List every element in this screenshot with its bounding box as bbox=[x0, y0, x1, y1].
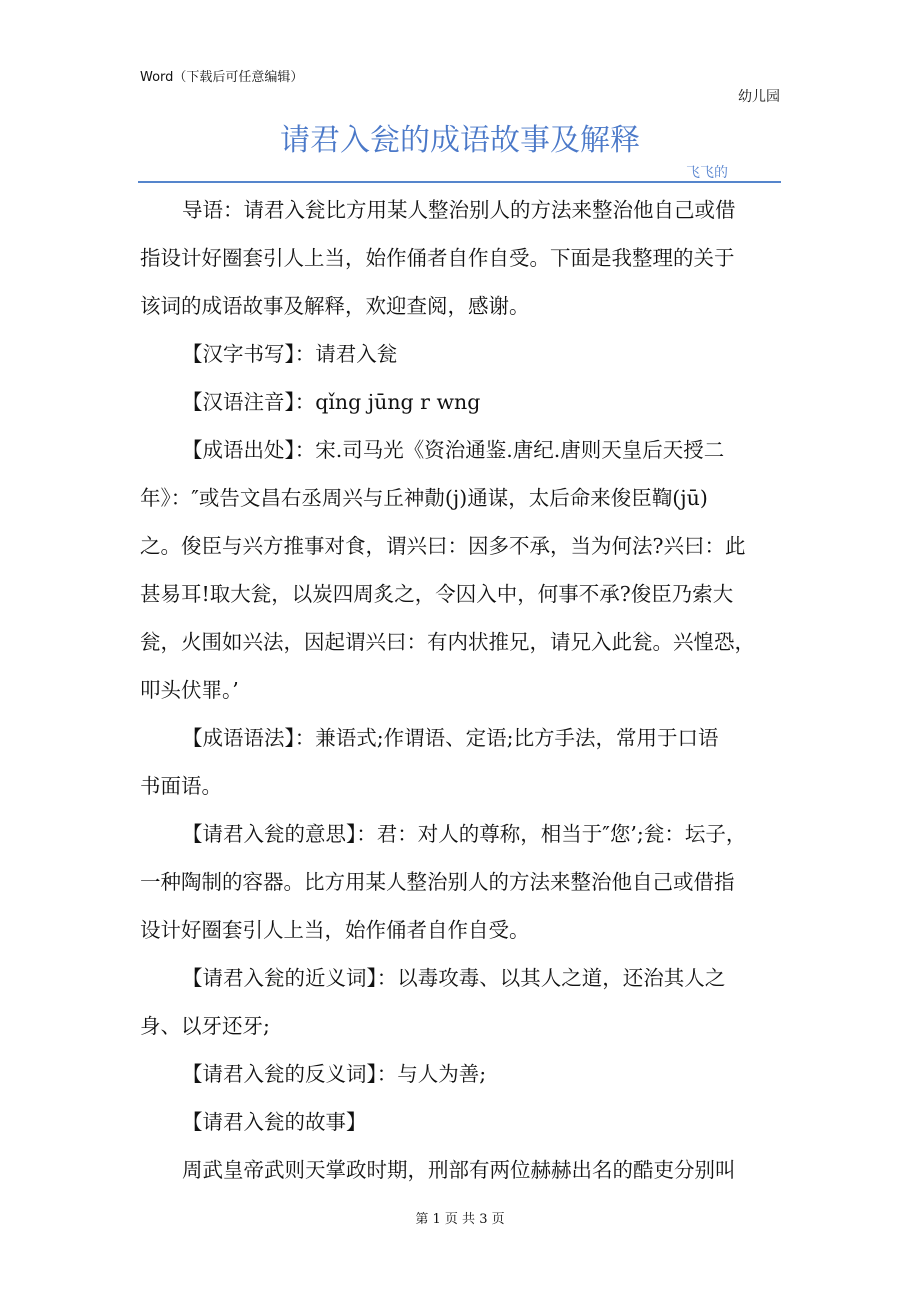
text-line: 该词的成语故事及解释，欢迎查阅，感谢。 bbox=[140, 294, 530, 318]
text-line: 【请君入瓮的意思】：君：对人的尊称，相当于″您’;瓮：坛子， bbox=[182, 822, 747, 846]
text-line: 书面语。 bbox=[140, 774, 222, 798]
paragraph bbox=[140, 427, 800, 715]
paragraph bbox=[140, 1051, 800, 1099]
page-footer: 第 1 页 共 3 页 bbox=[415, 1212, 505, 1227]
text-line: 指设计好圈套引人上当，始作俑者自作自受。下面是我整理的关于 bbox=[140, 246, 735, 270]
text-line: 瓮，火围如兴法，因起谓兴曰：有内状推兄，请兄入此瓮。兴惶恐， bbox=[140, 630, 755, 654]
text-line: 之。俊臣与兴方推事对食，谓兴曰：因多不承，当为何法?兴曰：此 bbox=[140, 534, 746, 558]
text-line: 【请君入瓮的故事】 bbox=[182, 1110, 367, 1134]
text-line: 年》：″或告文昌右丞周兴与丘神勣(j)通谋，太后命来俊臣鞫(jū) bbox=[140, 486, 708, 510]
text-line: 甚易耳!取大瓮，以炭四周炙之，令囚入中，何事不承?俊臣乃索大 bbox=[140, 582, 734, 606]
paragraph bbox=[140, 331, 800, 379]
text-line: 【成语语法】：兼语式;作谓语、定语;比方手法，常用于口语 bbox=[182, 726, 719, 750]
paragraph bbox=[140, 811, 800, 955]
text-line: 【请君入瓮的近义词】：以毒攻毒、以其人之道，还治其人之 bbox=[182, 966, 726, 990]
text-line: 导语：请君入瓮比方用某人整治别人的方法来整治他自己或借 bbox=[182, 198, 736, 222]
paragraph bbox=[140, 1099, 800, 1147]
author: 飞飞的 bbox=[686, 165, 728, 181]
header-left-note: Word（下载后可任意编辑） bbox=[140, 70, 304, 85]
paragraph bbox=[140, 379, 800, 427]
title-divider bbox=[138, 181, 781, 183]
header-right-label: 幼儿园 bbox=[738, 89, 780, 105]
text-line: 【成语出处】：宋.司马光《资治通鉴.唐纪.唐则天皇后天授二 bbox=[182, 438, 725, 462]
text-line: 【汉字书写】：请君入瓮 bbox=[182, 342, 398, 366]
text-line: 周武皇帝武则天掌政时期，刑部有两位赫赫出名的酷吏分别叫 bbox=[182, 1158, 736, 1182]
document-body bbox=[140, 187, 800, 1195]
text-line: 【请君入瓮的反义词】：与人为善; bbox=[182, 1062, 487, 1086]
paragraph bbox=[140, 187, 800, 331]
document-title: 请君入瓮的成语故事及解释 bbox=[280, 123, 640, 158]
text-line: 一种陶制的容器。比方用某人整治别人的方法来整治他自己或借指 bbox=[140, 870, 735, 894]
text-line: 设计好圈套引人上当，始作俑者自作自受。 bbox=[140, 918, 530, 942]
paragraph bbox=[140, 1147, 800, 1195]
text-line: 【汉语注音】：qǐng jūng r wng bbox=[182, 390, 481, 414]
text-line: 身、以牙还牙; bbox=[140, 1014, 270, 1038]
text-line: 叩头伏罪。’ bbox=[140, 678, 239, 702]
paragraph bbox=[140, 955, 800, 1051]
paragraph bbox=[140, 715, 800, 811]
